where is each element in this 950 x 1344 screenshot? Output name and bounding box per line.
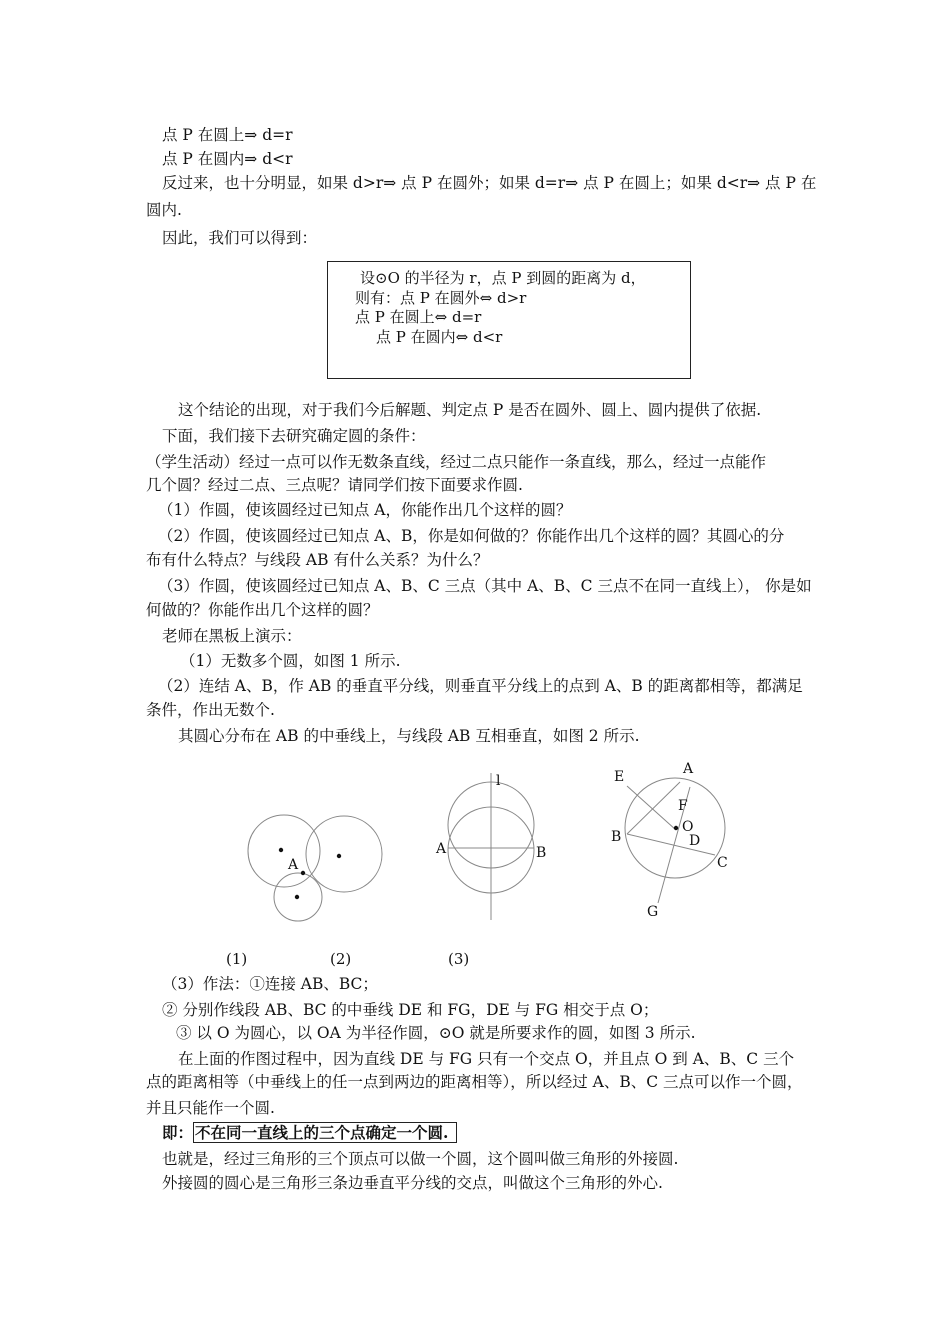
figure-caption-3: (3) bbox=[448, 950, 470, 968]
text-line: 何做的？你能作出几个这样的圆？ bbox=[146, 601, 379, 619]
text-line: （3）作圆，使该圆经过已知点 A、B、C 三点（其中 A、B、C 三点不在同一直线上）， 你是如 bbox=[158, 577, 812, 595]
label-l: l bbox=[496, 773, 501, 789]
label-a: A bbox=[288, 857, 299, 873]
center-dot bbox=[279, 848, 283, 852]
conclusion-prefix: 即： bbox=[162, 1123, 194, 1142]
text-line: 几个圆？经过二点、三点呢？请同学们按下面要求作圆. bbox=[146, 476, 523, 494]
box-line: 则有：点 P 在圆外⇔ d>r bbox=[355, 289, 527, 307]
text-line: 条件，作出无数个. bbox=[146, 701, 275, 719]
label-a: A bbox=[436, 841, 447, 857]
text-line: 这个结论的出现，对于我们今后解题、判定点 P 是否在圆外、圆上、圆内提供了依据. bbox=[178, 401, 762, 419]
text-line: ② 分别作线段 AB、BC 的中垂线 DE 和 FG，DE 与 FG 相交于点 O； bbox=[162, 1001, 659, 1019]
label-d: D bbox=[689, 833, 701, 849]
text-line: （1）无数多个圆，如图 1 所示. bbox=[180, 652, 401, 670]
text-line: （学生活动）经过一点可以作无数条直线，经过二点只能作一条直线，那么，经过一点能作 bbox=[146, 453, 767, 471]
box-line: 点 P 在圆内⇔ d<r bbox=[376, 328, 503, 346]
text-line: 在上面的作图过程中，因为直线 DE 与 FG 只有一个交点 O，并且点 O 到 A、B、C 三个 bbox=[178, 1050, 795, 1068]
text-line: 下面，我们接下去研究确定圆的条件： bbox=[162, 427, 426, 445]
box-line: 点 P 在圆上⇔ d=r bbox=[355, 308, 482, 326]
box-line: 设⊙O 的半径为 r，点 P 到圆的距离为 d， bbox=[360, 269, 646, 287]
text-line: 反过来，也十分明显，如果 d>r⇒ 点 P 在圆外；如果 d=r⇒ 点 P 在圆上；如果 d<r⇒ 点 P 在 bbox=[162, 174, 817, 192]
center-dot bbox=[295, 895, 299, 899]
conclusion-highlight: 不在同一直线上的三个点确定一个圆. bbox=[193, 1122, 457, 1143]
text-line: 因此，我们可以得到： bbox=[162, 229, 318, 247]
text-line: 点的距离相等（中垂线上的任一点到两边的距离相等），所以经过 A、B、C 三点可以作一个圆， bbox=[146, 1073, 803, 1091]
figure-3 bbox=[625, 778, 725, 903]
label-o: O bbox=[682, 819, 694, 835]
label-e: E bbox=[614, 769, 625, 785]
text-line: 老师在黑板上演示： bbox=[162, 627, 302, 645]
figure-caption-2: (2) bbox=[330, 950, 352, 968]
text-line: 点 P 在圆内⇒ d<r bbox=[162, 150, 293, 168]
point-a-dot bbox=[301, 871, 305, 875]
figure-1 bbox=[248, 815, 382, 921]
text-line: （3）作法：①连接 AB、BC； bbox=[162, 975, 378, 993]
text-line: 外接圆的圆心是三角形三条边垂直平分线的交点，叫做这个三角形的外心. bbox=[162, 1174, 663, 1192]
figure-caption-1: (1) bbox=[226, 950, 248, 968]
label-c: C bbox=[717, 855, 728, 871]
text-line: ③ 以 O 为圆心，以 OA 为半径作圆，⊙O 就是所要求作的圆，如图 3 所示. bbox=[176, 1024, 696, 1042]
label-g: G bbox=[647, 904, 659, 920]
center-dot bbox=[337, 854, 341, 858]
text-line: （1）作圆，使该圆经过已知点 A，你能作出几个这样的圆？ bbox=[158, 501, 572, 519]
text-line: 其圆心分布在 AB 的中垂线上，与线段 AB 互相垂直，如图 2 所示. bbox=[178, 727, 640, 745]
label-a: A bbox=[683, 761, 694, 777]
text-line: 布有什么特点？与线段 AB 有什么关系？为什么？ bbox=[146, 551, 489, 569]
center-o-dot bbox=[674, 826, 678, 830]
text-line: 点 P 在圆上⇒ d=r bbox=[162, 126, 293, 144]
label-b: B bbox=[611, 829, 622, 845]
conclusion-line bbox=[162, 1122, 457, 1144]
text-line: 并且只能作一个圆. bbox=[146, 1099, 275, 1117]
label-b: B bbox=[536, 845, 547, 861]
text-line: （2）连结 A、B，作 AB 的垂直平分线，则垂直平分线上的点到 A、B 的距离都相等，都满足 bbox=[158, 677, 803, 695]
text-line: （2）作圆，使该圆经过已知点 A、B，你是如何做的？你能作出几个这样的圆？其圆心的分 bbox=[158, 527, 785, 545]
segment-bc bbox=[627, 834, 715, 855]
circle bbox=[306, 816, 382, 892]
text-line: 也就是，经过三角形的三个顶点可以做一个圆，这个圆叫做三角形的外接圆. bbox=[162, 1150, 679, 1168]
text-line: 圆内. bbox=[146, 201, 182, 219]
figure-2 bbox=[448, 773, 534, 920]
label-f: F bbox=[678, 798, 688, 814]
